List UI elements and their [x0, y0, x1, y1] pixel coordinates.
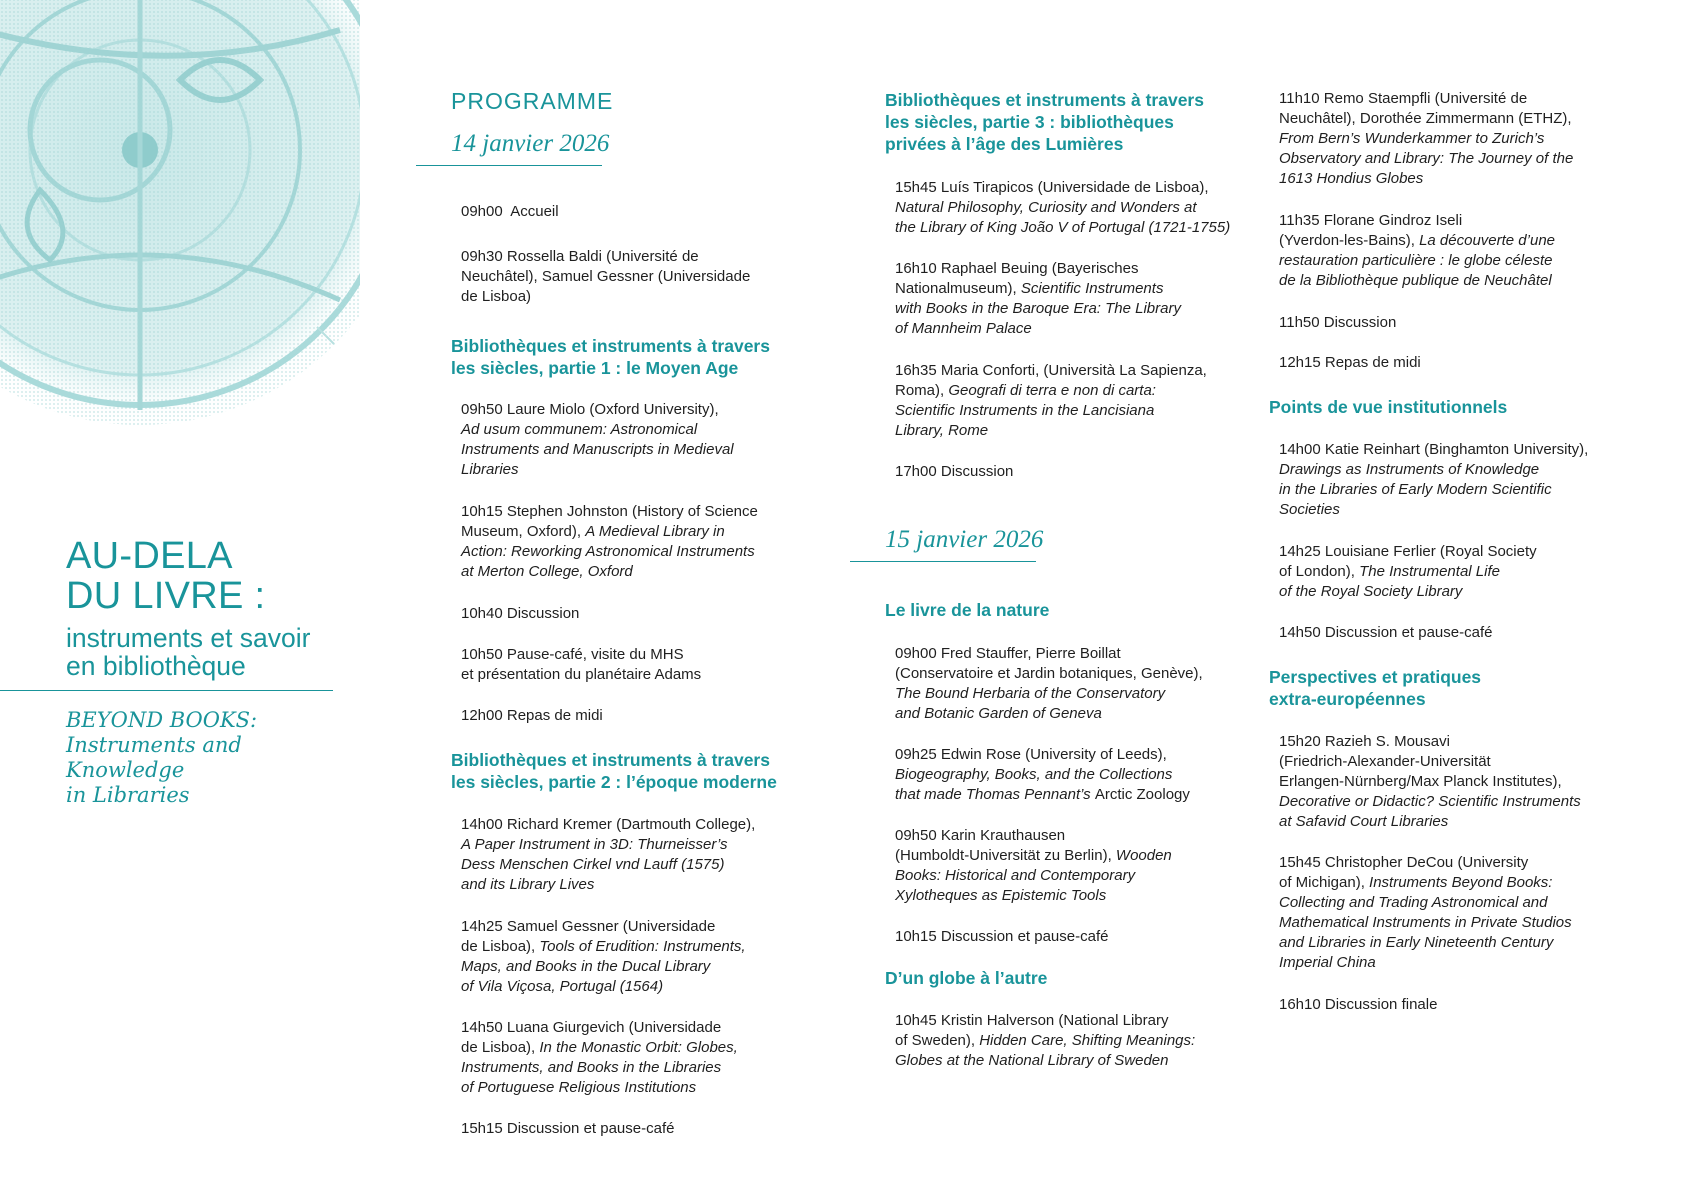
item-title-line: Imperial China: [1279, 954, 1376, 971]
item-title-line: and Botanic Garden of Geneva: [895, 705, 1102, 722]
item-title-line: Decorative or Didactic? Scientific Instruments: [1279, 793, 1581, 810]
schedule-item: [895, 259, 1181, 339]
schedule-item: [895, 826, 1172, 906]
item-line: 09h00 Fred Stauffer, Pierre Boillat: [895, 645, 1121, 662]
item-title-line: Scientific Instruments in the Lancisiana: [895, 402, 1155, 419]
section-line: Bibliothèques et instruments à travers: [885, 90, 1204, 110]
item-title-line: Hidden Care, Shifting Meanings:: [979, 1032, 1196, 1049]
cover-subtitle: [66, 624, 334, 680]
item-line: Museum, Oxford),: [461, 523, 586, 540]
item-title-line: Ad usum communem: Astronomical: [461, 421, 698, 438]
item-line: 09h50 Karin Krauthausen: [895, 827, 1066, 844]
item-line: Nationalmuseum),: [895, 280, 1021, 297]
item-time: 09h00: [461, 203, 503, 220]
schedule-item: [895, 745, 1190, 805]
item-title-line: restauration particulière : le globe céleste: [1279, 252, 1553, 269]
date-day-1: 14 janvier 2026: [451, 130, 610, 157]
item-title-line: Geografi di terra e non di carta:: [948, 382, 1156, 399]
section-heading: [451, 749, 777, 793]
item-title-line: of the Royal Society Library: [1279, 583, 1463, 600]
item-title-line: 1613 Hondius Globes: [1279, 170, 1424, 187]
item-line: (Humboldt-Universität zu Berlin),: [895, 847, 1116, 864]
cover-title-block: [66, 536, 334, 680]
section-line: Bibliothèques et instruments à travers: [451, 336, 770, 356]
item-line: 09h30 Rossella Baldi (Université de: [461, 248, 699, 265]
item-line: 14h50 Luana Giurgevich (Universidade: [461, 1019, 722, 1036]
item-title-line: Instruments and Manuscripts in Medieval: [461, 441, 734, 458]
item-title-line: of Vila Viçosa, Portugal (1564): [461, 978, 664, 995]
item-line: Roma),: [895, 382, 949, 399]
item-line: (Conservatoire et Jardin botaniques, Genève),: [895, 665, 1203, 682]
schedule-item: [895, 644, 1203, 724]
schedule-item: [895, 361, 1207, 441]
item-line: de Lisboa),: [461, 938, 540, 955]
schedule-item: [461, 502, 758, 582]
item-line: Arctic Zoology: [1094, 786, 1190, 803]
schedule-item: [1279, 211, 1555, 291]
schedule-item: [461, 645, 701, 685]
section-heading: [451, 335, 770, 379]
item-line: 10h15 Stephen Johnston (History of Science: [461, 503, 758, 520]
date-divider: [850, 561, 1036, 562]
item-title-line: Drawings as Instruments of Knowledge: [1279, 461, 1540, 478]
cover-subtitle-line: instruments et savoir: [66, 623, 311, 653]
section-line: Bibliothèques et instruments à travers: [451, 750, 770, 770]
item-line: 10h45 Kristin Halverson (National Library: [895, 1012, 1169, 1029]
cover-divider: [0, 690, 333, 691]
section-line: extra-européennes: [1269, 689, 1426, 709]
item-title-line: Xylotheques as Epistemic Tools: [895, 887, 1107, 904]
item-line: Erlangen-Nürnberg/Max Planck Institutes),: [1279, 773, 1562, 790]
cover-english-title: [66, 708, 356, 808]
schedule-item: [461, 1018, 738, 1098]
item-title-line: Observatory and Library: The Journey of the: [1279, 150, 1574, 167]
schedule-item: 10h40 Discussion: [461, 605, 580, 622]
cover-subtitle-line: en bibliothèque: [66, 651, 246, 681]
item-title-line: La découverte d’une: [1419, 232, 1555, 249]
section-line: les siècles, partie 3 : bibliothèques: [885, 112, 1174, 132]
item-title-line: Dess Menschen Cirkel vnd Lauff (1575): [461, 856, 725, 873]
item-title-line: Societies: [1279, 501, 1340, 518]
schedule-item: 11h50 Discussion: [1279, 314, 1397, 331]
schedule-item: [461, 815, 755, 895]
cover-title-line: AU-DELA: [66, 535, 233, 577]
schedule-item: [461, 247, 750, 307]
schedule-item: [895, 1011, 1195, 1071]
item-line: de Lisboa),: [461, 1039, 540, 1056]
item-title-line: at Safavid Court Libraries: [1279, 813, 1449, 830]
item-text: Accueil: [510, 203, 559, 220]
item-title-line: Globes at the National Library of Sweden: [895, 1052, 1169, 1069]
item-title-line: The Instrumental Life: [1359, 563, 1500, 580]
item-title-line: of Portuguese Religious Institutions: [461, 1079, 697, 1096]
item-line: 15h45 Christopher DeCou (University: [1279, 854, 1529, 871]
item-title-line: Wooden: [1115, 847, 1172, 864]
section-heading: Le livre de la nature: [885, 600, 1050, 620]
section-line: les siècles, partie 2 : l’époque moderne: [451, 772, 777, 792]
item-line: (Friedrich-Alexander-Universität: [1279, 753, 1491, 770]
schedule-item: [461, 917, 746, 997]
item-title-line: that made Thomas Pennant’s: [895, 786, 1095, 803]
item-line: 16h10 Raphael Beuing (Bayerisches: [895, 260, 1139, 277]
astrolabe-illustration: [0, 0, 360, 430]
item-line: 15h45 Luís Tirapicos (Universidade de Lisboa),: [895, 179, 1209, 196]
item-title-line: Instruments, and Books in the Libraries: [461, 1059, 722, 1076]
schedule-item: 17h00 Discussion: [895, 463, 1014, 480]
item-title-line: Scientific Instruments: [1020, 280, 1164, 297]
schedule-item: [1279, 440, 1588, 520]
item-title-line: From Bern’s Wunderkammer to Zurich’s: [1279, 130, 1545, 147]
section-heading: D’un globe à l’autre: [885, 968, 1048, 988]
item-title-line: Tools of Erudition: Instruments,: [539, 938, 746, 955]
english-title-line: Instruments and Knowledge: [66, 733, 242, 782]
schedule-item: [1279, 89, 1573, 189]
item-title-line: the Library of King João V of Portugal (1721-1755): [895, 219, 1231, 236]
section-line: privées à l’âge des Lumières: [885, 134, 1124, 154]
item-title-line: A Paper Instrument in 3D: Thurneisser’s: [461, 836, 728, 853]
item-title-line: Books: Historical and Contemporary: [895, 867, 1136, 884]
item-line: 09h25 Edwin Rose (University of Leeds),: [895, 746, 1167, 763]
item-title-line: of Mannheim Palace: [895, 320, 1032, 337]
item-line: 11h10 Remo Staempfli (Université de: [1279, 90, 1528, 107]
item-line: et présentation du planétaire Adams: [461, 666, 702, 683]
item-line: 10h50 Pause-café, visite du MHS: [461, 646, 684, 663]
date-day-2: 15 janvier 2026: [885, 526, 1044, 553]
schedule-item: [895, 178, 1230, 238]
programme-heading: PROGRAMME: [451, 88, 614, 114]
item-title-line: Mathematical Instruments in Private Studios: [1279, 914, 1572, 931]
item-title-line: Library, Rome: [895, 422, 989, 439]
cover-title: [66, 536, 334, 616]
schedule-item: [461, 202, 559, 222]
item-line: de Lisboa): [461, 288, 532, 305]
schedule-item: 10h15 Discussion et pause-café: [895, 928, 1109, 945]
item-title-line: and Libraries in Early Nineteenth Century: [1279, 934, 1554, 951]
item-title-line: at Merton College, Oxford: [461, 563, 633, 580]
item-title-line: and its Library Lives: [461, 876, 595, 893]
schedule-item: 14h50 Discussion et pause-café: [1279, 624, 1493, 641]
schedule-item: 15h15 Discussion et pause-café: [461, 1120, 675, 1137]
item-line: 14h25 Samuel Gessner (Universidade: [461, 918, 716, 935]
schedule-item: 12h15 Repas de midi: [1279, 354, 1421, 371]
item-title-line: Natural Philosophy, Curiosity and Wonders at: [895, 199, 1197, 216]
schedule-item: [1279, 853, 1572, 973]
english-title-line: in Libraries: [66, 783, 190, 807]
item-title-line: Instruments Beyond Books:: [1369, 874, 1553, 891]
item-title-line: A Medieval Library in: [585, 523, 725, 540]
schedule-item: [1279, 732, 1581, 832]
item-line: (Yverdon-les-Bains),: [1279, 232, 1420, 249]
item-line: 14h00 Katie Reinhart (Binghamton University),: [1279, 441, 1589, 458]
item-line: 11h35 Florane Gindroz Iseli: [1279, 212, 1463, 229]
schedule-item: [461, 400, 734, 480]
item-line: of Michigan),: [1279, 874, 1370, 891]
schedule-item: 12h00 Repas de midi: [461, 707, 603, 724]
item-title-line: Action: Reworking Astronomical Instruments: [461, 543, 755, 560]
item-title-line: In the Monastic Orbit: Globes,: [539, 1039, 738, 1056]
schedule-item: [1279, 542, 1537, 602]
item-line: Neuchâtel), Samuel Gessner (Universidade: [461, 268, 751, 285]
item-line: Neuchâtel), Dorothée Zimmermann (ETHZ),: [1279, 110, 1572, 127]
item-line: 15h20 Razieh S. Mousavi: [1279, 733, 1450, 750]
section-heading: [885, 89, 1204, 155]
item-title-line: Collecting and Trading Astronomical and: [1279, 894, 1548, 911]
section-line: les siècles, partie 1 : le Moyen Age: [451, 358, 739, 378]
section-line: Perspectives et pratiques: [1269, 667, 1482, 687]
cover-title-line: DU LIVRE :: [66, 575, 266, 617]
section-heading: [1269, 666, 1481, 710]
item-title-line: with Books in the Baroque Era: The Library: [895, 300, 1181, 317]
section-heading: Points de vue institutionnels: [1269, 397, 1508, 417]
item-title-line: The Bound Herbaria of the Conservatory: [895, 685, 1166, 702]
item-title-line: Libraries: [461, 461, 519, 478]
item-title-line: Biogeography, Books, and the Collections: [895, 766, 1173, 783]
item-title-line: in the Libraries of Early Modern Scientific: [1279, 481, 1552, 498]
item-line: 14h00 Richard Kremer (Dartmouth College),: [461, 816, 756, 833]
item-line: of London),: [1279, 563, 1360, 580]
item-title-line: Maps, and Books in the Ducal Library: [461, 958, 711, 975]
item-line: of Sweden),: [895, 1032, 980, 1049]
english-title-line: BEYOND BOOKS:: [66, 708, 258, 732]
schedule-item: 16h10 Discussion finale: [1279, 996, 1438, 1013]
item-line: 14h25 Louisiane Ferlier (Royal Society: [1279, 543, 1537, 560]
item-title-line: de la Bibliothèque publique de Neuchâtel: [1279, 272, 1552, 289]
item-line: 09h50 Laure Miolo (Oxford University),: [461, 401, 719, 418]
date-divider: [416, 165, 602, 166]
item-line: 16h35 Maria Conforti, (Università La Sapienza,: [895, 362, 1207, 379]
